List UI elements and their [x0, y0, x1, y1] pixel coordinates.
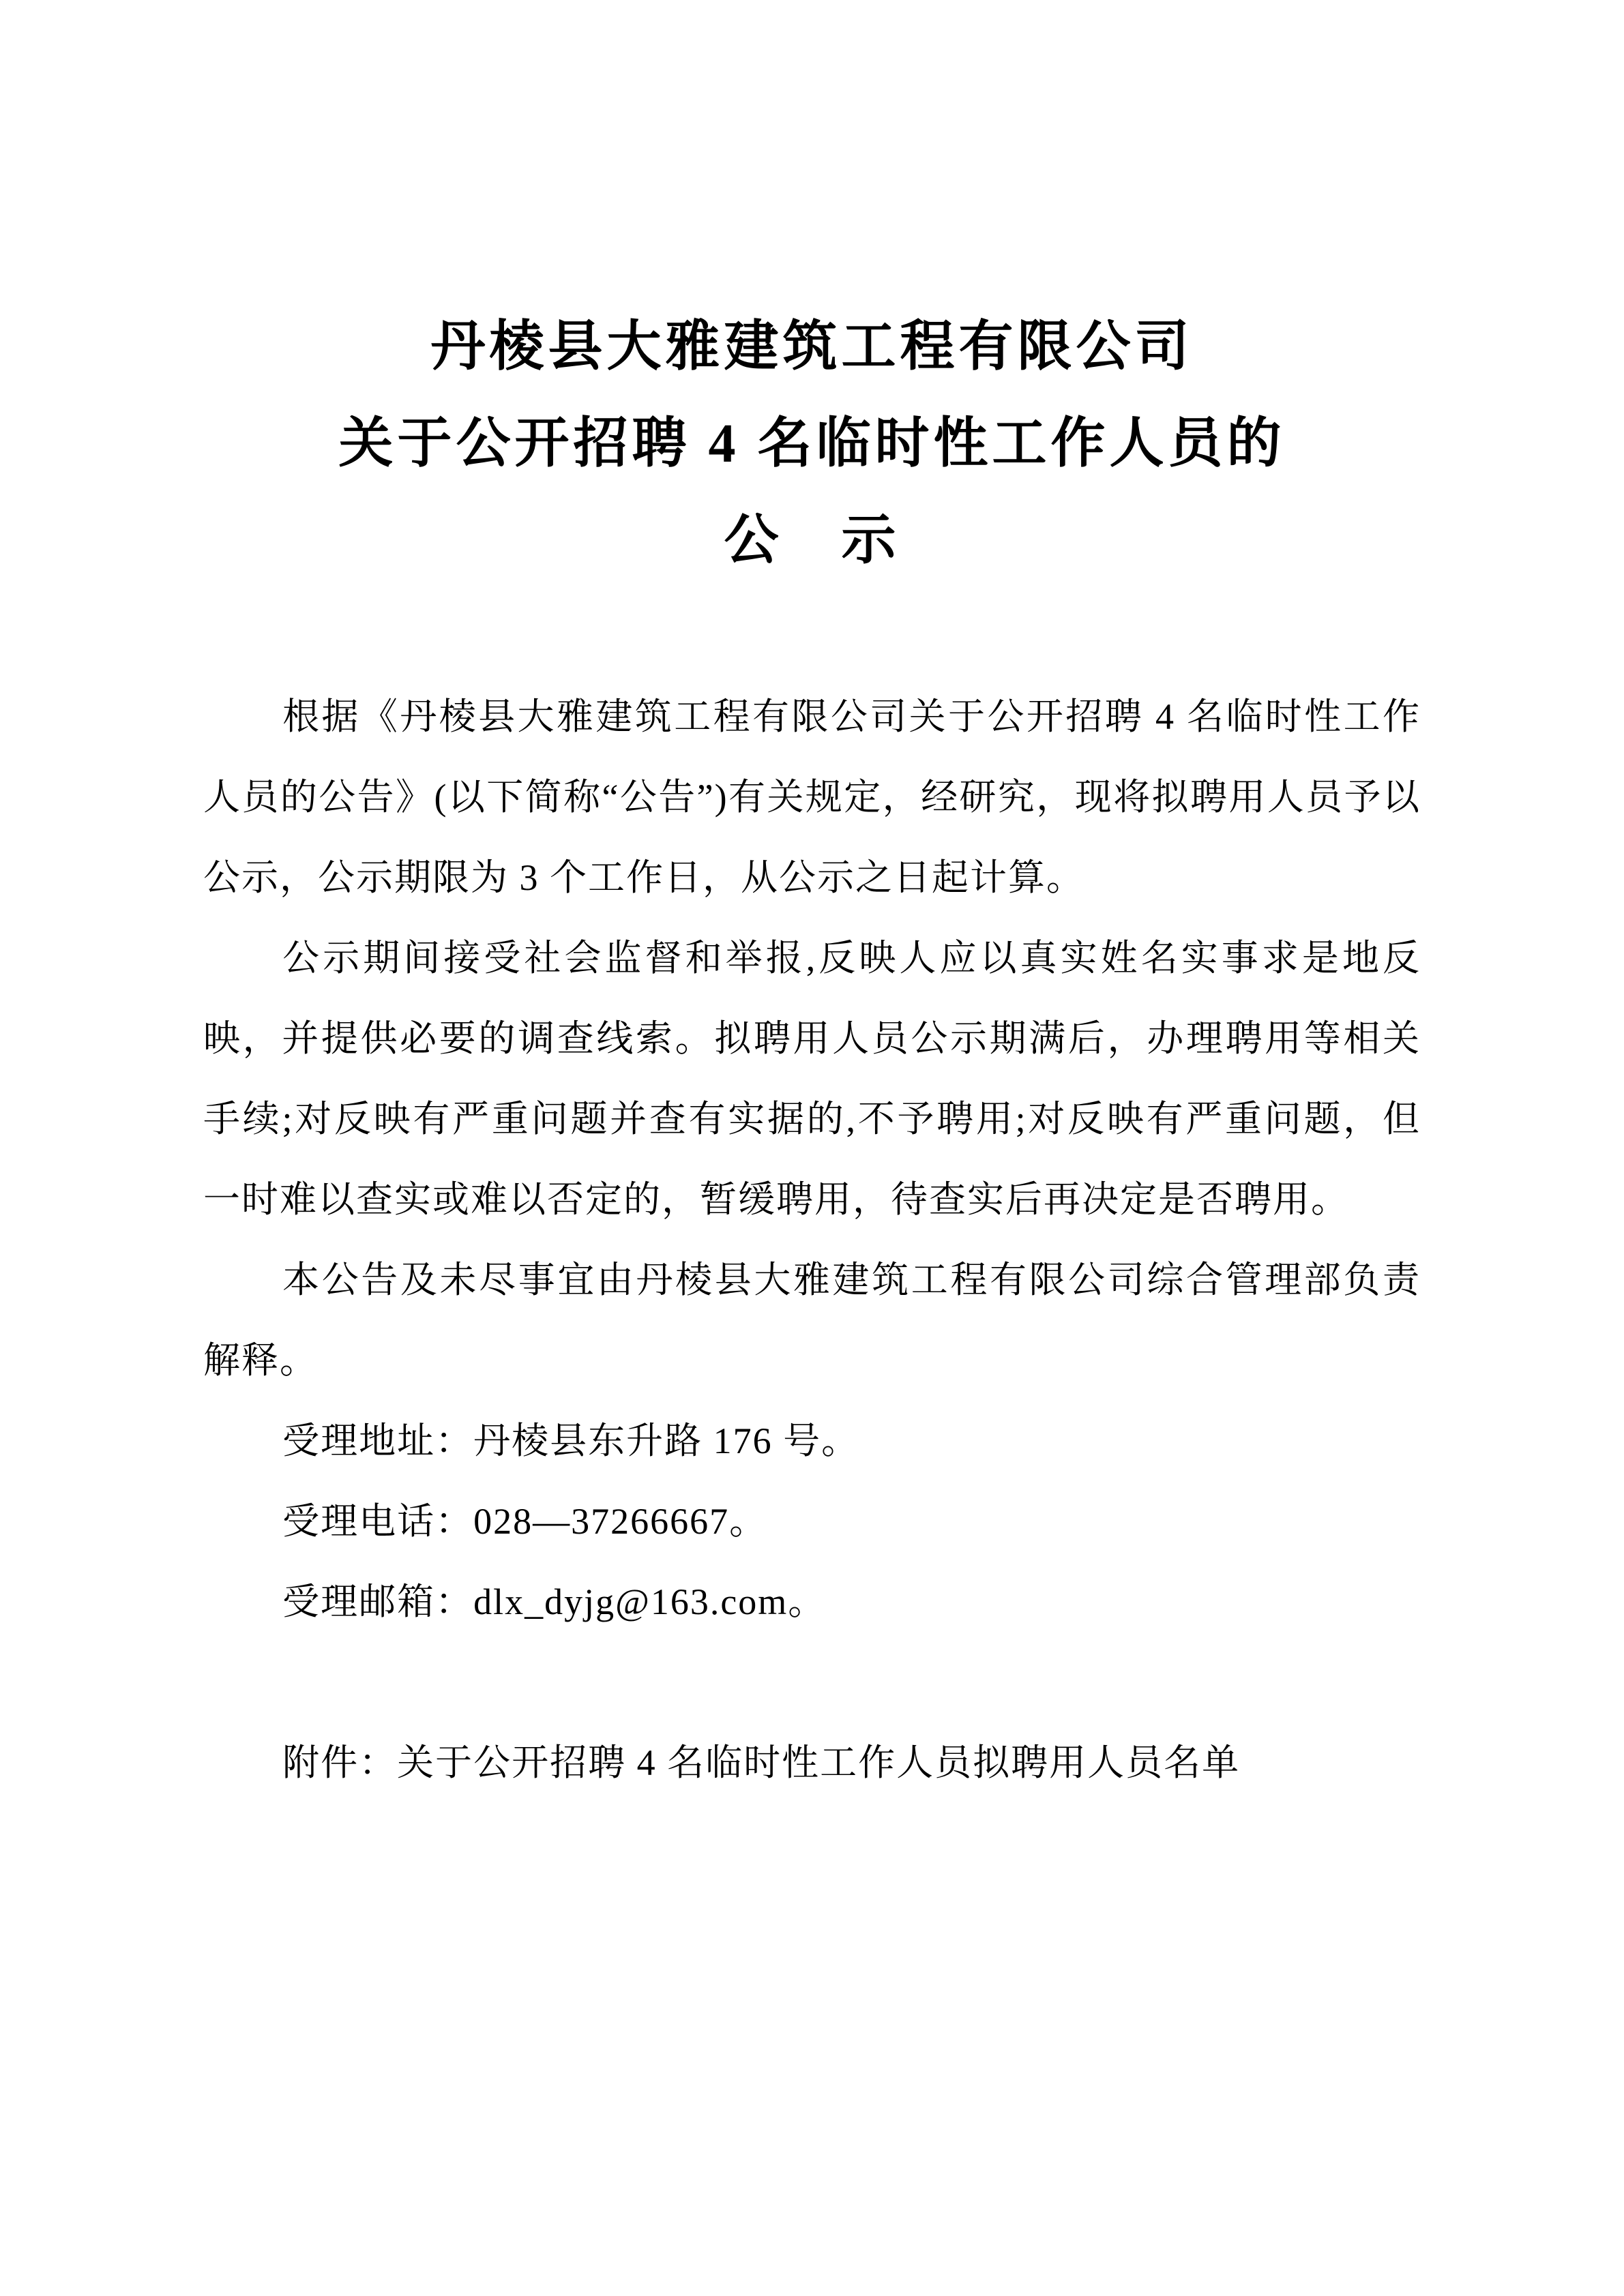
paragraph-interpretation: 本公告及未尽事宜由丹棱县大雅建筑工程有限公司综合管理部负责解释。 [203, 1259, 1421, 1381]
paragraph-supervision: 公示期间接受社会监督和举报,反映人应以真实姓名实事求是地反映，并提供必要的调查线索。拟聘用人员公示期满后，办理聘用等相关手续;对反映有严重问题并查有实据的,不予聘用;对反映有严重问题，但一时难以查实或难以否定的，暂缓聘用，待查实后再决定是否聘用。 [203, 938, 1421, 1220]
detail-email: 受理邮箱：dlx_dyjg@163.com。 [282, 1581, 827, 1622]
title-line-subject: 关于公开招聘 4 名临时性工作人员的 [338, 414, 1286, 474]
paragraph-basis: 根据《丹棱县大雅建筑工程有限公司关于公开招聘 4 名临时性工作人员的公告》(以下简称“公告”)有关规定，经研究，现将拟聘用人员予以公示，公示期限为 3 个工作日，从公示之日起计算。 [203, 696, 1421, 898]
document-body [203, 676, 1421, 1803]
detail-phone: 受理电话：028—37266667。 [282, 1501, 768, 1542]
title-line-notice: 公 示 [724, 511, 900, 571]
detail-address: 受理地址：丹棱县东升路 176 号。 [282, 1420, 860, 1461]
document-title-block [0, 0, 1624, 589]
attachment-note: 附件：关于公开招聘 4 名临时性工作人员拟聘用人员名单 [282, 1742, 1241, 1783]
title-line-company: 丹棱县大雅建筑工程有限公司 [430, 317, 1194, 377]
